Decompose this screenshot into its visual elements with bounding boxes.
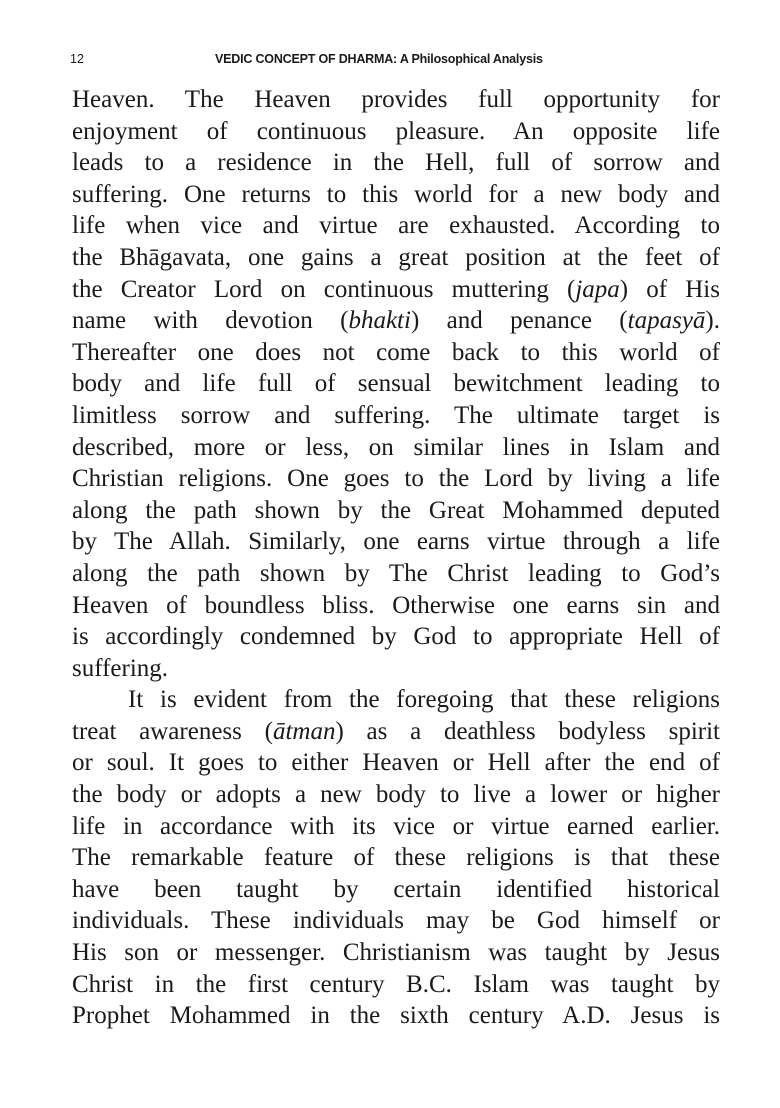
italic-term: japa: [575, 275, 620, 303]
text-line: Thereafter one does not come back to this world of: [72, 338, 720, 366]
text-line: leads to a residence in the Hell, full of sorrow and: [72, 149, 720, 177]
text-line: the body or adopts a new body to live a lower or higher: [72, 781, 720, 809]
italic-term: bhakti: [348, 307, 411, 335]
page-number: 12: [70, 52, 84, 66]
text-line: The remarkable feature of these religions is that these: [72, 844, 720, 872]
body-text: [72, 84, 720, 1032]
text-line: name with devotion (bhakti) and penance (tapasyā).: [72, 307, 720, 335]
text-line: Heaven of boundless bliss. Otherwise one earns sin and: [72, 591, 720, 619]
text-line: by The Allah. Similarly, one earns virtue through a life: [72, 528, 720, 556]
text-line: suffering.: [72, 654, 169, 682]
text-line: Prophet Mohammed in the sixth century A.D. Jesus is: [72, 1002, 720, 1030]
italic-term: ātman: [272, 717, 336, 745]
text-line: the Creator Lord on continuous muttering (japa) of His: [72, 275, 720, 303]
text-line: life when vice and virtue are exhausted. According to: [72, 212, 720, 240]
text-line: is accordingly condemned by God to appropriate Hell of: [72, 623, 720, 651]
page-header: [70, 52, 720, 72]
text-line: Christian religions. One goes to the Lord by living a life: [72, 465, 720, 493]
text-line: along the path shown by the Great Mohammed deputed: [72, 496, 720, 524]
text-line: or soul. It goes to either Heaven or Hell after the end of: [72, 749, 720, 777]
running-title: VEDIC CONCEPT OF DHARMA: A Philosophical Analysis: [215, 52, 543, 66]
text-line: Christ in the first century B.C. Islam was taught by: [72, 970, 720, 998]
text-line: Heaven. The Heaven provides full opportunity for: [72, 86, 720, 113]
text-line: individuals. These individuals may be God himself or: [72, 907, 720, 935]
italic-term: tapasyā: [627, 307, 706, 335]
text-line: along the path shown by The Christ leading to God’s: [72, 559, 720, 587]
text-line: the Bhāgavata, one gains a great position at the feet of: [72, 243, 720, 271]
text-line: limitless sorrow and suffering. The ultimate target is: [72, 401, 720, 429]
paragraph-2: [72, 684, 720, 1032]
text-line: enjoyment of continuous pleasure. An opposite life: [72, 117, 720, 145]
text-line: treat awareness (ātman) as a deathless bodyless spirit: [72, 717, 720, 745]
text-line: body and life full of sensual bewitchment leading to: [72, 370, 720, 398]
text-line: It is evident from the foregoing that these religions: [128, 686, 720, 714]
text-line: life in accordance with its vice or virtue earned earlier.: [72, 812, 720, 840]
text-line: suffering. One returns to this world for a new body and: [72, 180, 720, 208]
text-line: have been taught by certain identified historical: [72, 875, 720, 903]
text-line: described, more or less, on similar lines in Islam and: [72, 433, 720, 461]
paragraph-1: [72, 84, 720, 684]
text-line: His son or messenger. Christianism was taught by Jesus: [72, 939, 720, 967]
